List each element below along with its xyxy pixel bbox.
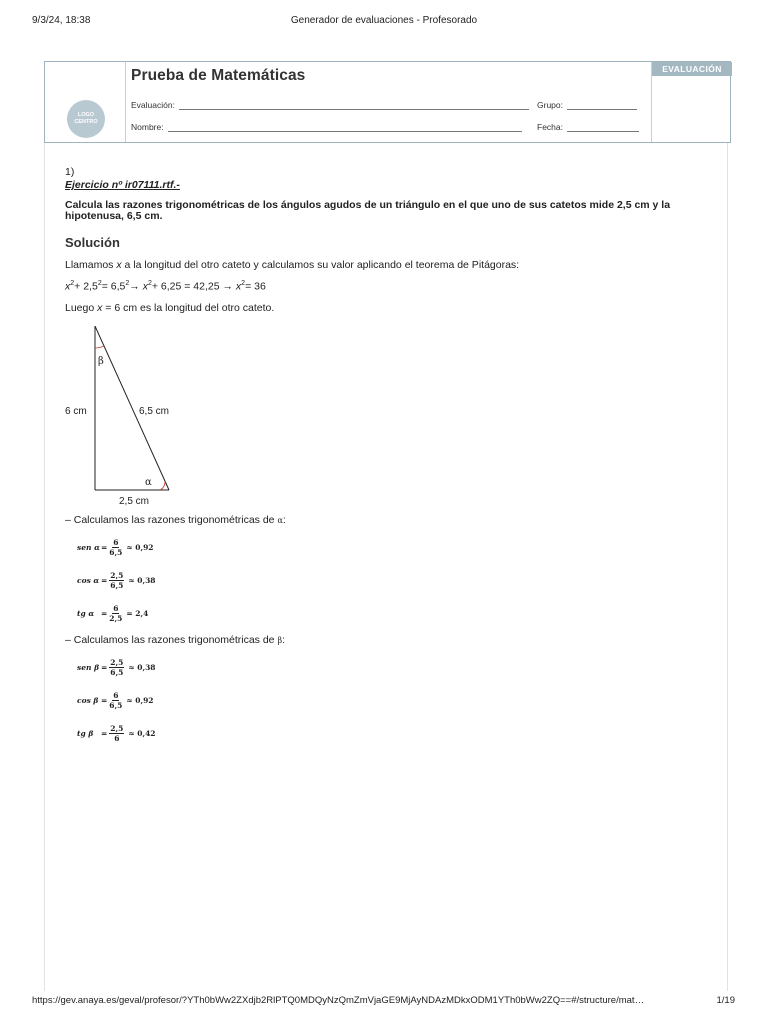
p3-text-b: = 6 cm es la longitud del otro cateto.: [102, 302, 275, 314]
alpha-label: α: [145, 477, 152, 488]
logo-line-2: CENTRO: [74, 119, 98, 125]
evaluation-header: [44, 61, 731, 143]
denominator: 6,5: [109, 701, 123, 710]
fecha-line[interactable]: [567, 123, 639, 132]
fraction: [109, 691, 122, 710]
eq-term-4: + 6,25 = 42,25 →: [151, 280, 236, 293]
formula-cos-alpha: cos α = $\frac{2,5}{6,5}$ ≈ 0,38: [77, 571, 156, 590]
numerator: 2,5: [110, 571, 124, 580]
formula-cos-beta: cos β = $\frac{6}{6,5}$ ≈ 0,92: [77, 691, 154, 710]
exercise-number: 1): [65, 166, 75, 178]
grupo-label: Grupo:: [537, 100, 563, 110]
header-side-column: [651, 62, 731, 142]
beta-arc: [95, 346, 104, 348]
calc-alpha-heading: [65, 514, 286, 526]
formula-fn: [77, 543, 101, 552]
fn-angle: β: [94, 663, 100, 672]
formula-fn: [77, 609, 101, 618]
p1-text-a: Llamamos: [65, 259, 117, 271]
nombre-field[interactable]: [131, 122, 522, 132]
eq-x-3: x: [235, 280, 242, 293]
formula-fn: [77, 576, 101, 585]
formula-sen-beta: sen β = $\frac{2,5}{6,5}$ ≈ 0,38: [77, 658, 156, 677]
pythagoras-equation: [65, 280, 266, 293]
solution-paragraph-1: [65, 259, 519, 271]
nombre-label: Nombre:: [131, 122, 164, 132]
eq-exp-1: 2: [70, 280, 75, 287]
eq-exp-4: 2: [147, 280, 152, 287]
calc-beta-colon: :: [282, 634, 285, 646]
test-title: Prueba de Matemáticas: [131, 67, 306, 84]
print-title: Generador de evaluaciones - Profesorado: [290, 15, 478, 26]
fn-name: sen: [77, 543, 92, 552]
fn-angle: α: [88, 609, 95, 618]
formula-fn: [77, 696, 101, 705]
numerator: 6: [113, 604, 119, 613]
eq-term-3: →: [129, 280, 143, 293]
evaluacion-field[interactable]: [131, 100, 529, 110]
fraction: [109, 571, 124, 590]
denominator: 2,5: [109, 614, 123, 623]
grupo-field[interactable]: [537, 100, 637, 110]
result: ≈ 0,38: [128, 576, 156, 585]
fn-name: cos: [77, 696, 91, 705]
school-logo: [67, 100, 105, 138]
alpha-arc: [160, 481, 165, 490]
result: ≈ 0,92: [126, 696, 154, 705]
numerator: 2,5: [110, 658, 124, 667]
eq-exp-2: 2: [97, 280, 102, 287]
eq-term-5: = 36: [245, 280, 266, 293]
solution-paragraph-3: [65, 302, 274, 314]
result: ≈ 0,42: [128, 729, 156, 738]
result: = 2,4: [126, 609, 149, 618]
print-footer: [0, 995, 768, 1011]
fraction: [109, 724, 124, 743]
denominator: 6,5: [109, 548, 123, 557]
eq-term-2: = 6,5: [101, 280, 126, 293]
numerator: 6: [113, 691, 119, 700]
formula-fn: [77, 663, 101, 672]
logo-line-1: LOGO: [77, 112, 95, 118]
calc-alpha-colon: :: [282, 514, 286, 526]
grupo-line[interactable]: [567, 101, 637, 110]
fraction: [109, 538, 122, 557]
eq-x-1: x: [65, 280, 71, 293]
fraction: [109, 658, 124, 677]
calc-beta-heading: [65, 634, 285, 646]
exercise-id: Ejercicio nº ir07111.rtf.-: [65, 179, 180, 191]
solution-title: Solución: [65, 235, 120, 250]
exercise-statement: Calcula las razones trigonométricas de los ángulos agudos de un triángulo en el que uno de sus catetos mide 2,5 cm y la hipotenusa, 6,5 cm.: [65, 199, 671, 222]
eq-x-2: x: [142, 280, 148, 293]
result: ≈ 0,38: [128, 663, 156, 672]
fecha-label: Fecha:: [537, 122, 563, 132]
fn-angle: α: [94, 543, 100, 552]
print-datetime: 9/3/24, 18:38: [32, 15, 91, 26]
logo-column: [45, 62, 126, 142]
p3-var: x: [97, 302, 103, 314]
nombre-line[interactable]: [168, 123, 522, 132]
denominator: 6,5: [110, 581, 124, 590]
numerator: 6: [113, 538, 119, 547]
leg-vertical-label: 6 cm: [65, 406, 87, 417]
print-header: [0, 15, 768, 31]
fn-name: cos: [77, 576, 91, 585]
fn-angle: β: [88, 729, 94, 738]
evaluacion-line[interactable]: [179, 101, 529, 110]
fecha-field[interactable]: [537, 122, 639, 132]
fn-angle: α: [93, 576, 100, 585]
calc-alpha-angle: α: [277, 516, 283, 525]
denominator: 6,5: [110, 668, 124, 677]
hypotenuse-label: 6,5 cm: [139, 406, 170, 417]
page-number: 1/19: [716, 995, 735, 1006]
evaluation-tab: EVALUACIÓN: [652, 62, 732, 76]
calc-beta-text: – Calculamos las razones trigonométricas de: [65, 634, 278, 646]
page-url[interactable]: https://gev.anaya.es/geval/profesor/?YTh0bWw2ZXdjb2RlPTQ0MDQyNzQmZmVjaGE9MjAyNDAzMDkxODM1YTh0bWw2ZQ==#/structure/mat…: [32, 995, 645, 1006]
result: ≈ 0,92: [126, 543, 154, 552]
numerator: 2,5: [110, 724, 124, 733]
eq-exp-5: 2: [241, 280, 246, 287]
p1-text-b: a la longitud del otro cateto y calculamos su valor aplicando el teorema de Pitágoras:: [121, 259, 520, 271]
evaluacion-label: Evaluación:: [131, 100, 175, 110]
formula-tg-beta: tg β = $\frac{2,5}{6}$ ≈ 0,42: [77, 724, 156, 743]
eq-term-1: + 2,5: [74, 280, 98, 293]
header-main: [131, 62, 651, 142]
formula-sen-alpha: sen α = $\frac{6}{6,5}$ ≈ 0,92: [77, 538, 154, 557]
fn-name: sen: [77, 663, 92, 672]
calc-beta-angle: β: [277, 636, 283, 645]
formula-fn: [77, 729, 101, 738]
eq-exp-3: 2: [125, 280, 130, 287]
p3-text-a: Luego: [65, 302, 98, 314]
fn-name: tg: [77, 609, 86, 618]
triangle-figure: [65, 326, 195, 506]
beta-label: β: [98, 356, 104, 367]
leg-horizontal-label: 2,5 cm: [119, 496, 150, 506]
denominator: 6: [114, 734, 120, 743]
formula-tg-alpha: tg α = $\frac{6}{2,5}$ = 2,4: [77, 604, 149, 623]
fn-angle: β: [93, 696, 99, 705]
fn-name: tg: [77, 729, 86, 738]
p1-var: x: [116, 259, 122, 271]
fraction: [109, 604, 122, 623]
calc-alpha-text: – Calculamos las razones trigonométricas de: [65, 514, 278, 526]
